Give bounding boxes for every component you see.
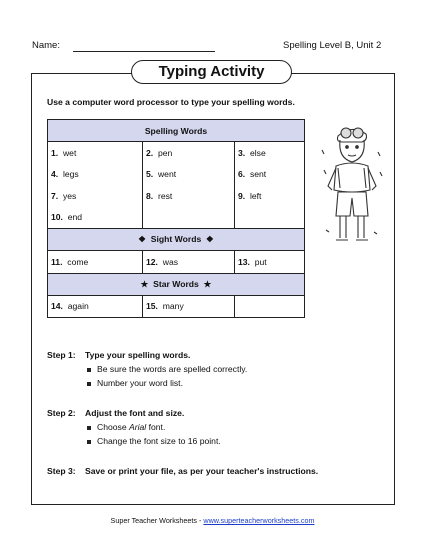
- diamond-icon: ❖: [138, 234, 146, 244]
- word-cell-2: 2. pen: [143, 142, 235, 164]
- word-cell-15: 15. many: [143, 295, 235, 318]
- footer: Super Teacher Worksheets - www.superteacherworksheets.com: [110, 516, 315, 525]
- word-cell-6: 6. sent: [235, 164, 305, 186]
- star-icon: ★: [140, 278, 149, 289]
- spelling-words-header: Spelling Words: [48, 120, 305, 142]
- step-1-bullet-1: Be sure the words are spelled correctly.: [87, 364, 247, 374]
- word-cell-11: 11. come: [48, 251, 143, 274]
- step-3: Step 3: Save or print your file, as per your teacher's instructions.: [47, 466, 319, 476]
- step-2: Step 2: Adjust the font and size.: [47, 408, 185, 418]
- step-1: Step 1: Type your spelling words.: [47, 350, 191, 360]
- step-2-bullet-2: Change the font size to 16 point.: [87, 436, 221, 446]
- word-cell-3: 3. else: [235, 142, 305, 164]
- page-title: Typing Activity: [131, 60, 292, 84]
- word-cell-12: 12. was: [143, 251, 235, 274]
- word-cell-4: 4. legs: [48, 164, 143, 186]
- level-label: Spelling Level B, Unit 2: [283, 40, 382, 51]
- name-input-line[interactable]: [73, 51, 215, 52]
- word-cell-9: 9. left: [235, 185, 305, 207]
- diamond-icon: ❖: [206, 234, 214, 244]
- word-cell-10: 10. end: [48, 207, 143, 229]
- step-2-bullet-1: Choose Arial font.: [87, 422, 165, 432]
- intro-text: Use a computer word processor to type your spelling words.: [47, 97, 295, 107]
- star-words-header: ★ Star Words ★: [48, 273, 305, 295]
- step-1-bullet-2: Number your word list.: [87, 378, 183, 388]
- boy-illustration: [316, 120, 386, 250]
- word-cell-5: 5. went: [143, 164, 235, 186]
- word-cell-8: 8. rest: [143, 185, 235, 207]
- word-cell-7: 7. yes: [48, 185, 143, 207]
- star-icon: ★: [203, 278, 212, 289]
- word-cell-14: 14. again: [48, 295, 143, 318]
- word-cell-1: 1. wet: [48, 142, 143, 164]
- name-label: Name:: [32, 40, 60, 51]
- word-cell-13: 13. put: [235, 251, 305, 274]
- sight-words-header: ❖ Sight Words ❖: [48, 229, 305, 251]
- footer-link[interactable]: www.superteacherworksheets.com: [203, 516, 315, 525]
- word-table: [47, 119, 305, 318]
